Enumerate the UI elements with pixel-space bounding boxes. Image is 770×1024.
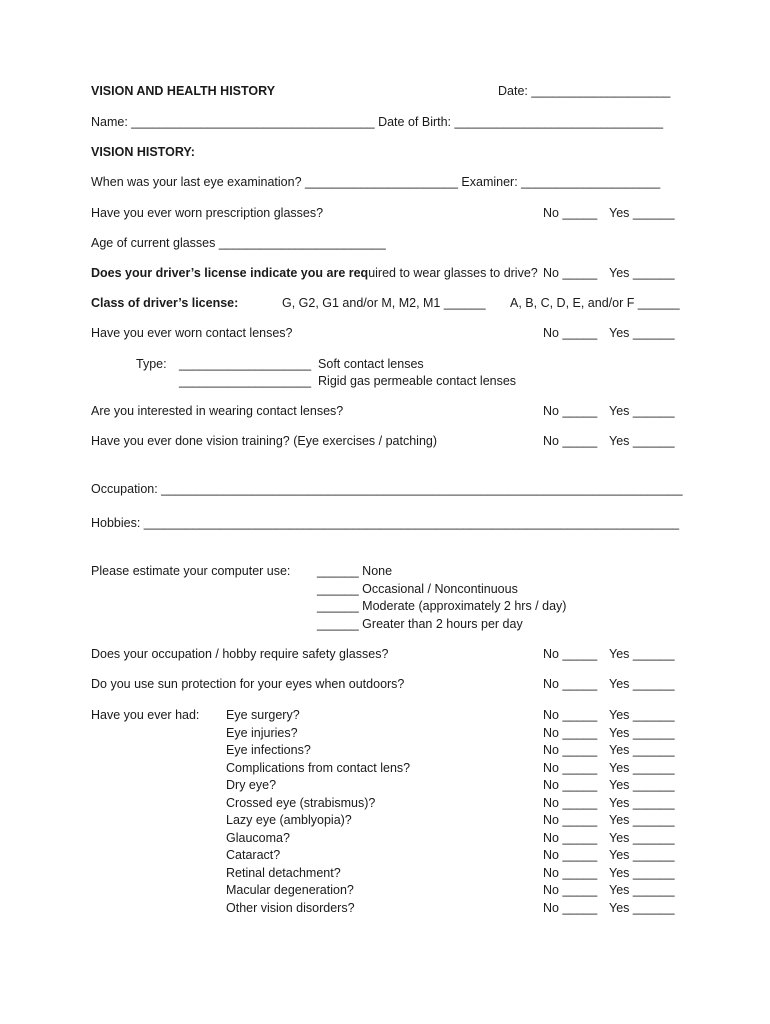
question-vision-training: Have you ever done vision training? (Eye exercises / patching): [91, 434, 438, 448]
no-field[interactable]: No _____: [543, 796, 598, 810]
no-field[interactable]: No _____: [543, 761, 598, 775]
no-field[interactable]: No _____: [543, 778, 598, 792]
yes-field[interactable]: Yes ______: [609, 796, 675, 810]
computer-option[interactable]: ______ Moderate (approximately 2 hrs / day): [317, 599, 567, 613]
type-label: Type:: [136, 357, 167, 371]
question-prescription-glasses: Have you ever worn prescription glasses?: [91, 206, 324, 220]
no-field[interactable]: No _____: [543, 813, 598, 827]
yes-field[interactable]: Yes ______: [609, 266, 675, 280]
question-license-glasses-rest: uired to wear glasses to drive?: [368, 266, 538, 280]
hobbies-field[interactable]: Hobbies: _____________________________________________________________________________: [91, 516, 680, 530]
yes-field[interactable]: Yes ______: [609, 677, 675, 691]
yes-field[interactable]: Yes ______: [609, 206, 675, 220]
question-license-glasses: [91, 266, 538, 281]
no-field[interactable]: No _____: [543, 831, 598, 845]
no-field[interactable]: No _____: [543, 726, 598, 740]
computer-option[interactable]: ______ Greater than 2 hours per day: [317, 617, 523, 631]
no-field[interactable]: No _____: [543, 647, 598, 661]
yes-field[interactable]: Yes ______: [609, 831, 675, 845]
condition-label: Lazy eye (amblyopia)?: [226, 813, 352, 827]
no-field[interactable]: No _____: [543, 434, 598, 448]
yes-field[interactable]: Yes ______: [609, 708, 675, 722]
condition-label: Retinal detachment?: [226, 866, 341, 880]
condition-label: Eye surgery?: [226, 708, 300, 722]
yes-field[interactable]: Yes ______: [609, 813, 675, 827]
condition-label: Cataract?: [226, 848, 281, 862]
yes-field[interactable]: Yes ______: [609, 848, 675, 862]
question-sun-protection: Do you use sun protection for your eyes when outdoors?: [91, 677, 405, 691]
no-field[interactable]: No _____: [543, 206, 598, 220]
age-current-glasses-field[interactable]: Age of current glasses ________________________: [91, 236, 386, 250]
yes-field[interactable]: Yes ______: [609, 883, 675, 897]
yes-field[interactable]: Yes ______: [609, 866, 675, 880]
yes-field[interactable]: Yes ______: [609, 326, 675, 340]
question-safety-glasses: Does your occupation / hobby require safety glasses?: [91, 647, 389, 661]
question-contact-lenses-worn: Have you ever worn contact lenses?: [91, 326, 293, 340]
question-contact-interest: Are you interested in wearing contact lenses?: [91, 404, 344, 418]
no-field[interactable]: No _____: [543, 866, 598, 880]
condition-label: Complications from contact lens?: [226, 761, 411, 775]
yes-field[interactable]: Yes ______: [609, 434, 675, 448]
condition-label: Dry eye?: [226, 778, 277, 792]
occupation-field[interactable]: Occupation: ___________________________________________________________________________: [91, 482, 683, 496]
type-soft-field[interactable]: ___________________ Soft contact lenses: [179, 357, 424, 371]
question-license-glasses-bold: Does your driver’s license indicate you are req: [91, 266, 369, 280]
yes-field[interactable]: Yes ______: [609, 901, 675, 915]
condition-label: Macular degeneration?: [226, 883, 354, 897]
license-class-g-field[interactable]: G, G2, G1 and/or M, M2, M1 ______: [282, 296, 486, 310]
condition-label: Other vision disorders?: [226, 901, 355, 915]
no-field[interactable]: No _____: [543, 677, 598, 691]
condition-label: Crossed eye (strabismus)?: [226, 796, 376, 810]
yes-field[interactable]: Yes ______: [609, 761, 675, 775]
no-field[interactable]: No _____: [543, 708, 598, 722]
no-field[interactable]: No _____: [543, 883, 598, 897]
yes-field[interactable]: Yes ______: [609, 778, 675, 792]
yes-field[interactable]: Yes ______: [609, 726, 675, 740]
no-field[interactable]: No _____: [543, 743, 598, 757]
type-rigid-field[interactable]: ___________________ Rigid gas permeable contact lenses: [179, 374, 517, 388]
ever-had-label: Have you ever had:: [91, 708, 200, 722]
condition-label: Glaucoma?: [226, 831, 290, 845]
license-class-a-field[interactable]: A, B, C, D, E, and/or F ______: [510, 296, 680, 310]
license-class-label: Class of driver’s license:: [91, 296, 239, 310]
yes-field[interactable]: Yes ______: [609, 404, 675, 418]
no-field[interactable]: No _____: [543, 901, 598, 915]
question-computer-use: Please estimate your computer use:: [91, 564, 291, 578]
computer-option[interactable]: ______ None: [317, 564, 393, 578]
last-exam-examiner-fields[interactable]: When was your last eye examination? ______________________ Examiner: ____________________: [91, 175, 661, 189]
yes-field[interactable]: Yes ______: [609, 647, 675, 661]
no-field[interactable]: No _____: [543, 848, 598, 862]
no-field[interactable]: No _____: [543, 266, 598, 280]
date-field[interactable]: Date: ____________________: [498, 84, 671, 98]
no-field[interactable]: No _____: [543, 404, 598, 418]
yes-field[interactable]: Yes ______: [609, 743, 675, 757]
computer-option[interactable]: ______ Occasional / Noncontinuous: [317, 582, 518, 596]
form-title: VISION AND HEALTH HISTORY: [91, 84, 276, 98]
name-dob-fields[interactable]: Name: ___________________________________ Date of Birth: ______________________________: [91, 115, 664, 129]
section-heading-vision-history: VISION HISTORY:: [91, 145, 195, 159]
condition-label: Eye infections?: [226, 743, 311, 757]
condition-label: Eye injuries?: [226, 726, 298, 740]
no-field[interactable]: No _____: [543, 326, 598, 340]
